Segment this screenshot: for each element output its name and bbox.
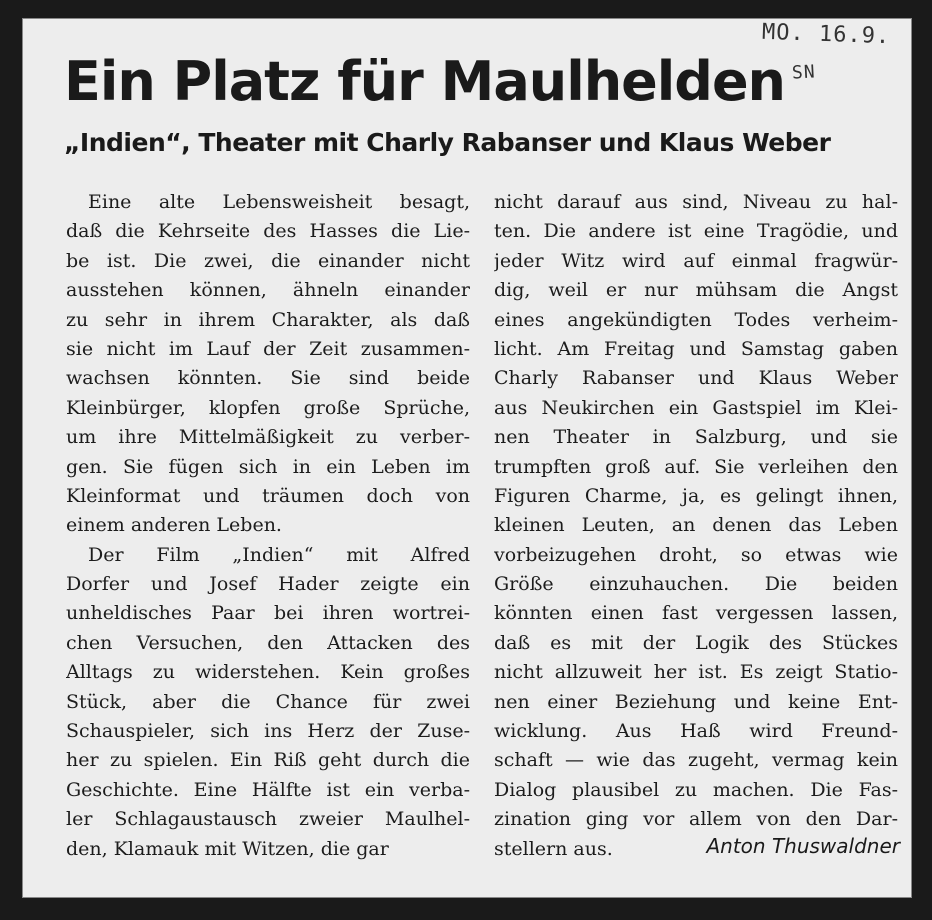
article-text-line: Stück, aber die Chance für zwei: [66, 690, 470, 713]
handwritten-date: MO. 16.9.: [761, 19, 891, 50]
article-text-line: Schauspieler, sich ins Herz der Zuse-: [66, 720, 470, 743]
article-text-line: sie nicht im Lauf der Zeit zusammen-: [66, 337, 470, 360]
article-text-line: Kleinformat und träumen doch von: [66, 484, 470, 507]
article-text-line: Größe einzuhauchen. Die beiden: [494, 573, 898, 596]
article-text-line: gen. Sie fügen sich in ein Leben im: [66, 455, 470, 478]
article-text-line: einem anderen Leben.: [66, 514, 282, 537]
article-text-line: her zu spielen. Ein Riß geht durch die: [66, 749, 470, 772]
article-text-line: Figuren Charme, ja, es gelingt ihnen,: [494, 484, 898, 507]
article-text-line: aus Neukirchen ein Gastspiel im Klei-: [494, 396, 898, 419]
article-text-line: Eine alte Lebensweisheit besagt,: [88, 191, 470, 213]
article-text-line: wachsen könnten. Sie sind beide: [66, 367, 470, 390]
article-text-line: vorbeizugehen droht, so etwas wie: [494, 543, 898, 566]
article-text-line: zu sehr in ihrem Charakter, als daß: [66, 308, 470, 331]
subheadline: „Indien“, Theater mit Charly Rabanser und Klaus Weber: [64, 128, 831, 157]
author-byline: Anton Thuswaldner: [706, 834, 900, 858]
article-text-line: stellern aus.: [494, 837, 613, 860]
headline: Ein Platz für Maulhelden: [64, 50, 786, 113]
article-text-line: Kleinbürger, klopfen große Sprüche,: [66, 396, 470, 419]
article-text-line: nicht darauf aus sind, Niveau zu hal-: [494, 191, 898, 213]
article-text-line: könnten einen fast vergessen lassen,: [494, 602, 898, 625]
article-text-line: zination ging vor allem von den Dar-: [494, 808, 898, 831]
article-text-line: Der Film „Indien“ mit Alfred: [88, 543, 470, 566]
article-text-line: Alltags zu widerstehen. Kein großes: [66, 661, 470, 684]
article-text-line: ten. Die andere ist eine Tragödie, und: [494, 220, 898, 243]
article-text-line: kleinen Leuten, an denen das Leben: [494, 514, 898, 537]
article-text-line: ler Schlagaustausch zweier Maulhel-: [66, 808, 470, 831]
article-text-line: licht. Am Freitag und Samstag gaben: [494, 337, 898, 360]
article-text-line: ausstehen können, ähneln einander: [66, 279, 470, 302]
article-text-line: schaft — wie das zugeht, vermag kein: [494, 749, 898, 772]
article-column-left: [66, 188, 470, 864]
article-text-line: be ist. Die zwei, die einander nicht: [66, 249, 470, 272]
article-text-line: trumpften groß auf. Sie verleihen den: [494, 455, 898, 478]
newspaper-clipping: [22, 18, 912, 898]
article-text-line: eines angekündigten Todes verheim-: [494, 308, 898, 331]
article-text-line: Dorfer und Josef Hader zeigte ein: [66, 573, 470, 596]
article-text-line: nicht allzuweit her ist. Es zeigt Statio-: [494, 661, 898, 684]
article-column-right: [494, 188, 898, 864]
article-text-line: chen Versuchen, den Attacken des: [66, 631, 470, 654]
article-text-line: Charly Rabanser und Klaus Weber: [494, 367, 898, 390]
article-text-line: Dialog plausibel zu machen. Die Fas-: [494, 778, 898, 801]
article-text-line: den, Klamauk mit Witzen, die gar: [66, 837, 389, 860]
article-text-line: um ihre Mittelmäßigkeit zu verber-: [66, 426, 470, 449]
article-text-line: wicklung. Aus Haß wird Freund-: [494, 720, 898, 743]
article-text-line: jeder Witz wird auf einmal fragwür-: [494, 249, 898, 272]
article-text-line: daß die Kehrseite des Hasses die Lie-: [66, 220, 470, 243]
article-text-line: unheldisches Paar bei ihren wortrei-: [66, 602, 470, 625]
article-text-line: nen einer Beziehung und keine Ent-: [494, 690, 898, 713]
handwritten-initials: SN: [791, 61, 817, 84]
article-text-line: nen Theater in Salzburg, und sie: [494, 426, 898, 449]
article-text-line: daß es mit der Logik des Stückes: [494, 631, 898, 654]
article-text-line: dig, weil er nur mühsam die Angst: [494, 279, 898, 302]
article-text-line: Geschichte. Eine Hälfte ist ein verba-: [66, 778, 470, 801]
